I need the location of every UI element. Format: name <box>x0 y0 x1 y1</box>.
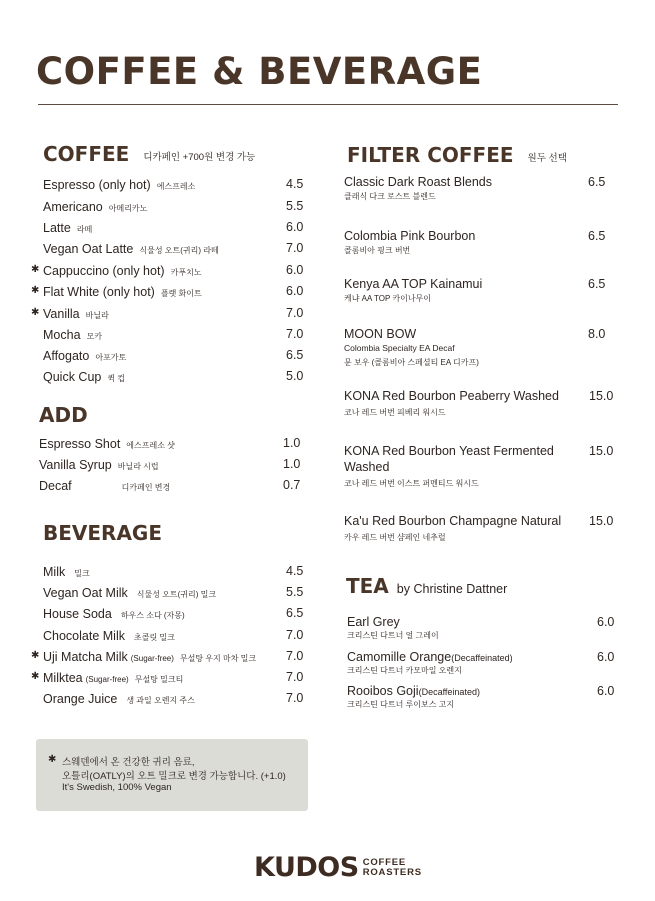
item-name: House Soda <box>43 607 112 621</box>
beverage-item-milktea <box>31 669 305 689</box>
star-icon: ✱ <box>31 671 40 682</box>
item-price: 6.0 <box>597 650 615 664</box>
item-price: 1.0 <box>283 436 301 450</box>
item-price: 6.0 <box>597 615 615 629</box>
menu-item-cappuccino <box>31 262 305 282</box>
item-name: Uji Matcha Milk <box>43 650 128 664</box>
item-name-ko: 바닐라 <box>85 311 109 320</box>
item-price: 6.5 <box>588 229 606 243</box>
item-name: Espresso (only hot) <box>43 178 151 192</box>
item-name: Chocolate Milk <box>43 629 125 643</box>
bean-note: 원두 선택 <box>527 152 567 164</box>
item-name-ko: 문 보우 (콜롬비아 스페셜티 EA 디카프) <box>344 358 479 367</box>
item-name: Latte <box>43 221 71 235</box>
item-name-ko: 라떼 <box>76 225 93 234</box>
item-sub: (Sugar-free) <box>130 654 174 663</box>
item-name-ko: 식물성 오트(귀리) 밀크 <box>136 590 217 599</box>
item-name: Cappuccino (only hot) <box>43 264 165 278</box>
logo-tagline <box>363 858 422 878</box>
item-name: Americano <box>43 200 103 214</box>
item-name-ko: 클래식 다크 로스트 블렌드 <box>344 192 436 201</box>
filter-item-moon-bow <box>344 326 612 369</box>
item-name-ko: 크리스틴 다트너 루이보스 고지 <box>347 700 455 709</box>
item-price: 6.5 <box>588 277 606 291</box>
add-item-espresso-shot <box>39 435 305 455</box>
item-price: 5.0 <box>286 369 304 383</box>
star-icon: ✱ <box>31 264 40 275</box>
star-icon: ✱ <box>48 754 57 765</box>
item-detail: Colombia Specialty EA Decaf <box>344 343 455 353</box>
item-sub: (Decaffeinated) <box>418 687 480 697</box>
logo-line-1: COFFEE <box>362 856 407 868</box>
logo-line-2: ROASTERS <box>362 866 422 878</box>
item-price: 1.0 <box>283 457 301 471</box>
item-name-ko: 콜롬비아 핑크 버번 <box>344 246 411 255</box>
beverage-item-chocolate-milk <box>43 627 305 647</box>
item-price: 15.0 <box>589 444 614 458</box>
item-name-ko: 하우스 소다 (자몽) <box>120 611 185 620</box>
menu-item-latte <box>43 219 305 239</box>
item-name-ko: 무설탕 밀크티 <box>134 675 184 684</box>
item-price: 15.0 <box>589 514 614 528</box>
item-price: 7.0 <box>286 241 304 255</box>
item-name: Quick Cup <box>43 370 102 384</box>
item-name-ko: 카푸치노 <box>170 268 202 277</box>
menu-item-espresso <box>43 176 305 196</box>
item-name-text: Rooibos Goji <box>347 684 419 698</box>
item-name: Vegan Oat Latte <box>43 242 134 256</box>
menu-title: COFFEE & BEVERAGE <box>36 50 483 93</box>
item-price: 4.5 <box>286 564 304 578</box>
item-name-ko: 케냐 AA TOP 카이나무이 <box>344 294 432 303</box>
menu-item-mocha <box>43 326 305 346</box>
item-price: 6.0 <box>597 684 615 698</box>
item-name-text: Earl Grey <box>347 615 400 629</box>
item-name: Mocha <box>43 328 81 342</box>
note-line-2: 오틀리(OATLY)의 오트 밀크로 변경 가능합니다. (+1.0) <box>62 771 286 782</box>
add-item-decaf <box>39 477 305 497</box>
filter-item-kau-champagne <box>344 513 612 544</box>
coffee-section-title <box>43 142 255 166</box>
filter-item-kona-peaberry <box>344 388 612 419</box>
item-price: 7.0 <box>286 628 304 642</box>
logo-wordmark: KUDOS <box>254 852 359 883</box>
tea-heading: TEA <box>346 574 389 598</box>
beverage-section-title: BEVERAGE <box>43 521 163 545</box>
filter-item-kona-yeast <box>344 443 612 490</box>
beverage-item-milk <box>43 563 305 583</box>
item-name: KONA Red Bourbon Peaberry Washed <box>344 389 559 403</box>
item-name-ko: 무설탕 우지 마차 밀크 <box>179 654 257 663</box>
item-price: 6.0 <box>286 263 304 277</box>
note-line-1: 스웨덴에서 온 건강한 귀리 음료, <box>62 757 195 768</box>
star-icon: ✱ <box>31 307 40 318</box>
item-name: Espresso Shot <box>39 437 121 451</box>
item-price: 7.0 <box>286 327 304 341</box>
filter-section-title <box>347 143 567 167</box>
item-price: 7.0 <box>286 306 304 320</box>
item-name-ko: 아메리카노 <box>108 204 148 213</box>
star-icon: ✱ <box>31 650 40 661</box>
item-name: Vanilla <box>43 307 80 321</box>
beverage-item-house-soda <box>43 605 305 625</box>
item-price: 6.0 <box>286 220 304 234</box>
item-price: 5.5 <box>286 585 304 599</box>
item-name-ko: 디카페인 변경 <box>121 483 171 492</box>
tea-section-title <box>346 574 507 598</box>
item-name: Classic Dark Roast Blends <box>344 175 492 189</box>
item-name: Vegan Oat Milk <box>43 586 128 600</box>
decaf-note: 디카페인 +700원 변경 가능 <box>143 151 256 163</box>
menu-item-americano <box>43 198 305 218</box>
item-name-ko: 크리스틴 다트너 카모마일 오렌지 <box>347 666 462 675</box>
item-name: Colombia Pink Bourbon <box>344 229 476 243</box>
item-name-ko: 생 과일 오렌지 주스 <box>126 696 195 705</box>
item-name: Milk <box>43 565 66 579</box>
filter-item-kenya <box>344 276 612 305</box>
item-name-ko: 모카 <box>86 332 102 341</box>
star-icon: ✱ <box>31 285 40 296</box>
oatly-note-box <box>36 739 308 811</box>
item-name: Orange Juice <box>43 692 118 706</box>
item-name-ko: 에스프레소 샷 <box>126 441 175 450</box>
add-item-vanilla-syrup <box>39 456 305 476</box>
filter-item-colombia-pink <box>344 228 612 257</box>
item-name-ko: 바닐라 시럽 <box>117 462 159 471</box>
filter-item-classic-dark <box>344 174 612 203</box>
title-divider <box>38 104 618 105</box>
item-price: 5.5 <box>286 199 304 213</box>
item-price: 8.0 <box>588 327 606 341</box>
item-price: 6.5 <box>286 606 304 620</box>
item-name: MOON BOW <box>344 327 417 341</box>
item-name-ko: 코나 레드 버번 피베리 워시드 <box>344 408 446 417</box>
item-price: 15.0 <box>589 389 614 403</box>
kudos-logo <box>254 852 422 883</box>
note-line-3: It's Swedish, 100% Vegan <box>62 782 172 793</box>
item-price: 6.5 <box>588 175 606 189</box>
item-name: Flat White (only hot) <box>43 285 155 299</box>
item-price: 6.5 <box>286 348 304 362</box>
item-name-ko: 밀크 <box>74 569 90 578</box>
item-price: 7.0 <box>286 670 304 684</box>
item-name-ko: 에스프레소 <box>156 182 196 191</box>
item-name-ko: 플랫 화이트 <box>160 289 202 298</box>
item-price: 0.7 <box>283 478 301 492</box>
add-section-title: ADD <box>39 403 88 427</box>
item-sub: (Decaffeinated) <box>451 653 513 663</box>
menu-item-vanilla <box>31 305 305 325</box>
tea-item-camomille-orange <box>347 649 619 677</box>
tea-item-earl-grey <box>347 614 619 642</box>
item-name-ko: 아포가토 <box>95 353 127 362</box>
menu-item-affogato <box>43 347 305 367</box>
item-price: 6.0 <box>286 284 304 298</box>
filter-heading: FILTER COFFEE <box>347 143 514 167</box>
menu-item-vegan-oat-latte <box>43 240 305 260</box>
item-name-ko: 카우 레드 버번 샴페인 네추럴 <box>344 533 446 542</box>
item-name-ko: 코나 레드 버번 이스트 퍼멘티드 워시드 <box>344 479 479 488</box>
item-name-ko: 퀵 컵 <box>107 374 126 383</box>
beverage-item-orange-juice <box>43 690 305 710</box>
item-name: KONA Red Bourbon Yeast Fermented Washed <box>344 444 554 474</box>
item-price: 7.0 <box>286 649 304 663</box>
menu-item-flat-white <box>31 283 305 303</box>
item-name-ko: 초콜릿 밀크 <box>133 633 175 642</box>
item-name-text: Camomille Orange <box>347 650 452 664</box>
beverage-item-uji-matcha-milk <box>31 648 305 668</box>
coffee-heading: COFFEE <box>43 142 130 166</box>
menu-item-quick-cup <box>43 368 305 388</box>
tea-item-rooibos-goji <box>347 683 619 711</box>
beverage-item-vegan-oat-milk <box>43 584 305 604</box>
tea-brand: by Christine Dattner <box>396 582 508 596</box>
item-name: Ka'u Red Bourbon Champagne Natural <box>344 514 562 528</box>
item-name: Kenya AA TOP Kainamui <box>344 277 483 291</box>
item-name-ko: 식물성 오트(귀리) 라떼 <box>139 246 219 255</box>
item-name: Affogato <box>43 349 90 363</box>
item-sub: (Sugar-free) <box>85 675 129 684</box>
item-name: Decaf <box>39 479 72 493</box>
item-price: 7.0 <box>286 691 304 705</box>
item-name-ko: 크리스틴 다트너 얼 그레이 <box>347 631 439 640</box>
item-name: Vanilla Syrup <box>39 458 112 472</box>
item-name: Milktea <box>43 671 83 685</box>
item-price: 4.5 <box>286 177 304 191</box>
